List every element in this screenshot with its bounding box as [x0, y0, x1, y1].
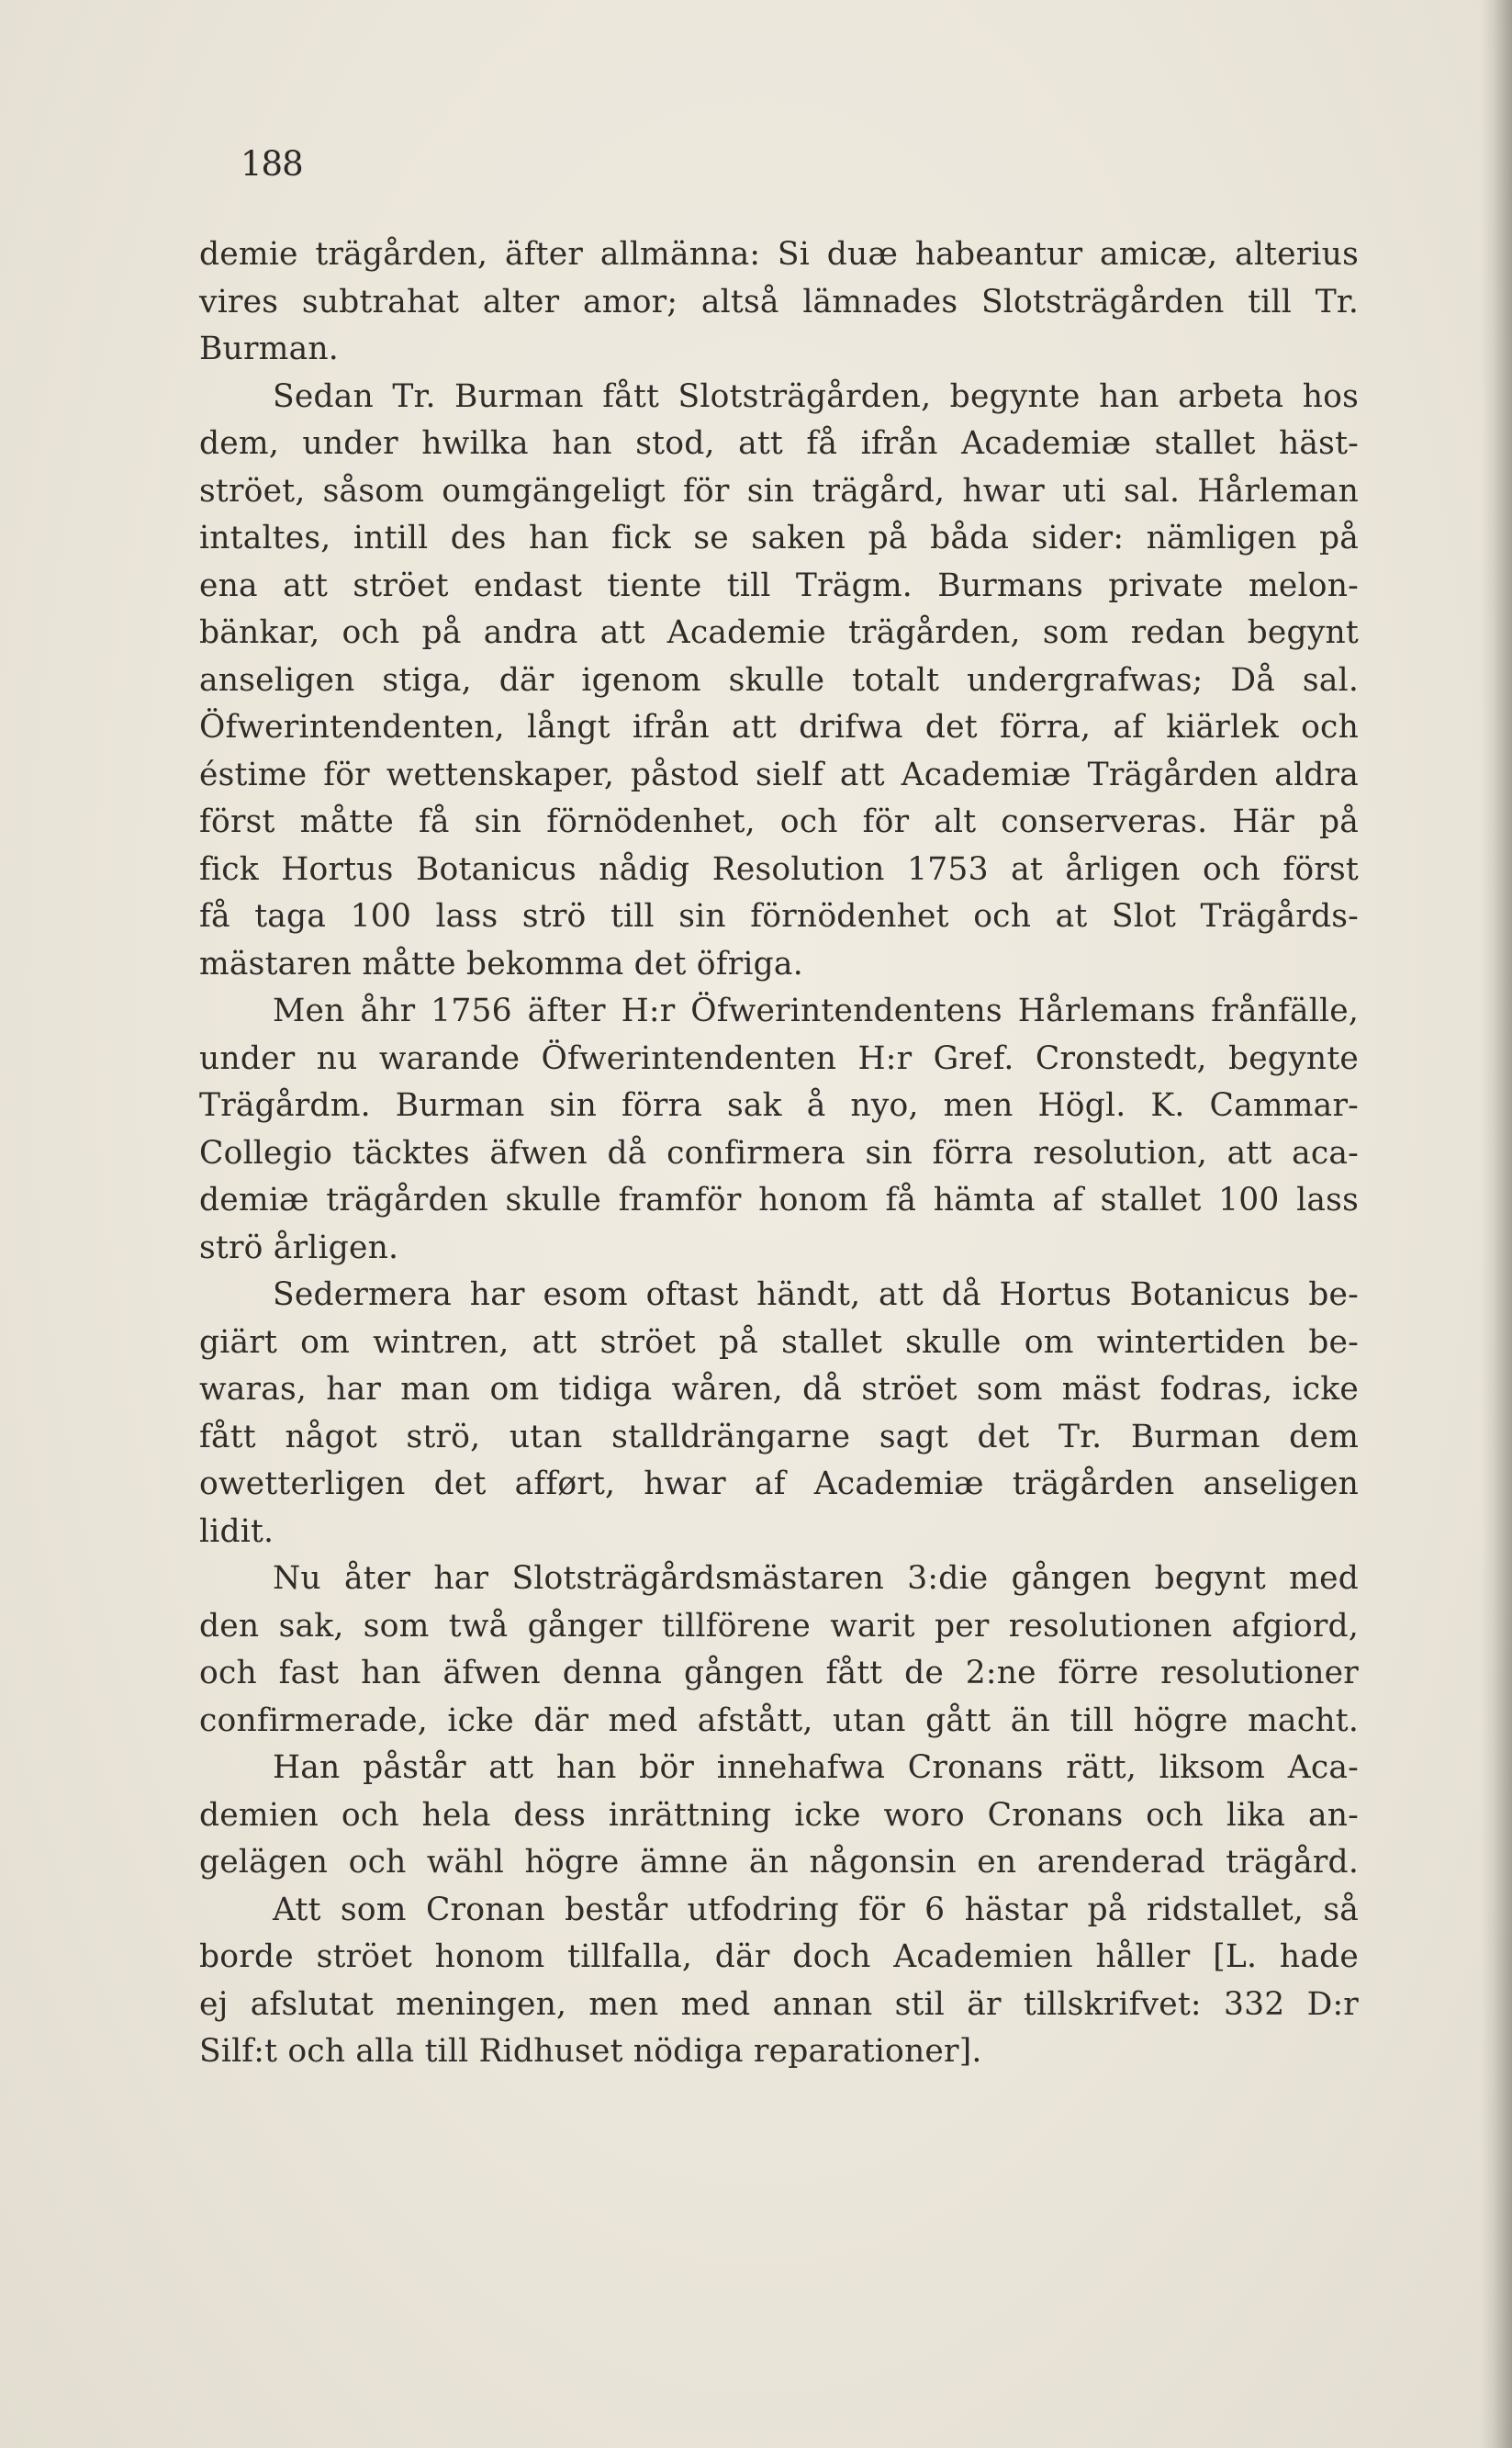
- text-line: få taga 100 lass strö till sin förnödenhet och at Slot Trägårds-: [199, 898, 1359, 935]
- text-line: éstime för wettenskaper, påstod sielf att Academiæ Trägården aldra: [199, 756, 1359, 793]
- text-line: anseligen stiga, där igenom skulle totalt undergrafwas; Då sal.: [199, 661, 1359, 699]
- text-line: ena att ströet endast tiente till Trägm. Burmans private melon-: [199, 567, 1359, 604]
- text-line: demien och hela dess inrättning icke woro Cronans och lika an-: [199, 1796, 1359, 1834]
- text-line: waras, har man om tidiga wåren, då ströet som mäst fodras, icke: [199, 1371, 1359, 1408]
- text-line: Men åhr 1756 äfter H:r Öfwerintendentens Hårlemans frånfälle,: [273, 993, 1359, 1029]
- text-line: dem, under hwilka han stod, att få ifrån Academiæ stallet häst-: [199, 425, 1359, 462]
- text-line: fått något strö, utan stalldrängarne sagt det Tr. Burman dem: [199, 1418, 1359, 1455]
- text-line: gelägen och wähl högre ämne än någonsin en arenderad trägård.: [199, 1844, 1359, 1881]
- text-line: först måtte få sin förnödenhet, och för alt conserveras. Här på: [199, 803, 1359, 840]
- text-line: demie trägården, äfter allmänna: Si duæ habeantur amicæ, alterius: [199, 236, 1359, 273]
- text-line: Att som Cronan består utfodring för 6 hästar på ridstallet, så: [273, 1891, 1359, 1928]
- text-line: ströet, såsom oumgängeligt för sin trägård, hwar uti sal. Hårleman: [199, 472, 1359, 510]
- body-text: [199, 231, 1359, 2076]
- text-line: Burman.: [199, 331, 339, 367]
- text-line: borde ströet honom tillfalla, där doch Academien håller [L. hade: [199, 1938, 1359, 1975]
- text-line: Collegio täcktes äfwen då confirmera sin förra resolution, att aca-: [199, 1134, 1359, 1172]
- text-line: under nu warande Öfwerintendenten H:r Gref. Cronstedt, begynte: [199, 1039, 1359, 1077]
- text-line: Sedermera har esom oftast händt, att då Hortus Botanicus be-: [273, 1276, 1359, 1313]
- text-line: intaltes, intill des han fick se saken på båda sider: nämligen på: [199, 520, 1359, 556]
- text-line: Silf:t och alla till Ridhuset nödiga reparationer].: [199, 2033, 982, 2070]
- text-line: strö årligen.: [199, 1229, 399, 1266]
- text-line: ej afslutat meningen, men med annan stil är tillskrifvet: 332 D:r: [199, 1985, 1359, 2023]
- text-line: mästaren måtte bekomma det öfriga.: [199, 945, 803, 983]
- text-line: demiæ trägården skulle framför honom få hämta af stallet 100 lass: [199, 1182, 1359, 1218]
- text-line: och fast han äfwen denna gången fått de 2:ne förre resolutioner: [199, 1655, 1359, 1691]
- text-line: lidit.: [199, 1512, 274, 1550]
- page-edge-shadow: [1481, 0, 1512, 2448]
- text-line: den sak, som twå gånger tillförene warit per resolutionen afgiord,: [199, 1607, 1359, 1645]
- text-line: fick Hortus Botanicus nådig Resolution 1753 at årligen och först: [199, 850, 1359, 888]
- text-line: Nu åter har Slotsträgårdsmästaren 3:die gången begynt med: [273, 1560, 1359, 1597]
- text-line: bänkar, och på andra att Academie trägården, som redan begynt: [199, 614, 1359, 651]
- text-line: Öfwerintendenten, långt ifrån att drifwa det förra, af kiärlek och: [199, 709, 1359, 746]
- text-line: giärt om wintren, att ströet på stallet skulle om wintertiden be-: [199, 1323, 1359, 1361]
- text-line: confirmerade, icke där med afstått, utan gått än till högre macht.: [199, 1701, 1359, 1739]
- text-line: Trägårdm. Burman sin förra sak å nyo, men Högl. K. Cammar-: [199, 1087, 1359, 1124]
- page-number: 188: [241, 144, 303, 184]
- text-line: Han påstår att han bör innehafwa Cronans rätt, liksom Aca-: [273, 1749, 1359, 1786]
- text-line: Sedan Tr. Burman fått Slotsträgården, begynte han arbeta hos: [273, 377, 1359, 415]
- text-line: vires subtrahat alter amor; altså lämnades Slotsträgården till Tr.: [199, 283, 1359, 320]
- text-line: owetterligen det afført, hwar af Academiæ trägården anseligen: [199, 1465, 1359, 1502]
